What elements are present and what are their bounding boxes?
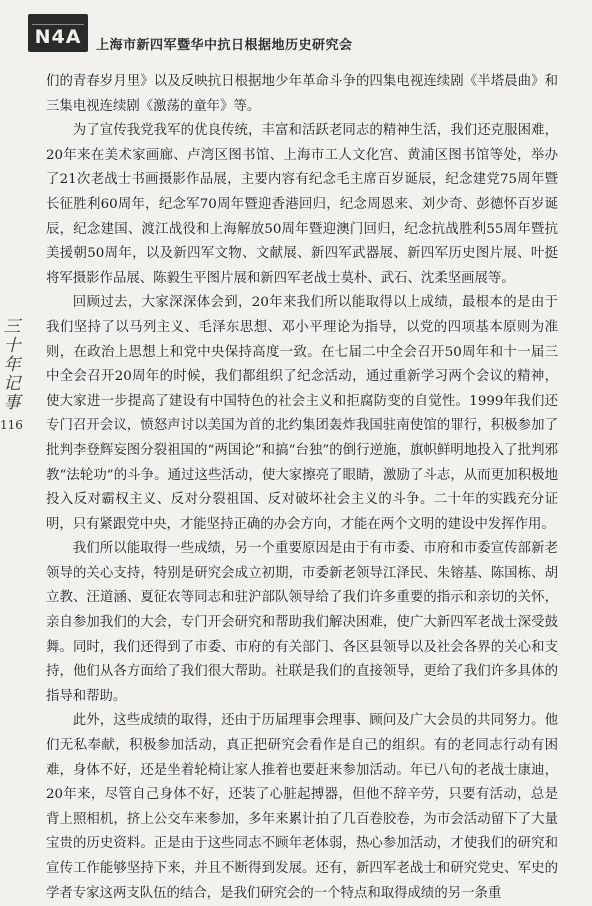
paragraph-5: 此外，这些成绩的取得，还由于历届理事会理事、顾问及广大会员的共同努力。他们无私奉献，积极参加活动，真正把研究会看作是自己的组织。有的老同志行动有困难，身体不好，还是坐着轮椅让家人推着也要赶来参加活动。年已八旬的老战士康迪，20年来，尽管自己身体不好，还装了心脏起搏器，但他不辞辛劳，只要有活动，总是背上照相机，挤上公交车来参加，多年来累计拍了几百卷胶卷，为市会活动留下了大量宝贵的历史资料。正是由于这些同志不顾年老体弱，热心参加活动，才使我们的研究和宣传工作能够坚持下来，并且不断得到发展。还有，新四军老战士和研究党史、军史的学者专家这两支队伍的结合，是我们研究会的一个特点和取得成绩的另一条重 xyxy=(46,713,558,901)
paragraph-3: 回顾过去，大家深深体会到，20年来我们所以能取得以上成绩，最根本的是由于我们坚持了以马列主义、毛泽东思想、邓小平理论为指导，以党的四项基本原则为准则，在政治上思想上和党中央保持高度一致。在七届二中全会召开50周年和十一届三中全会召开20周年的时候，我们都组织了纪念活动，通过重新学习两个会议的精神，使大家进一步提高了建设有中国特色的社会主义和拒腐防变的自觉性。1999年我们还专门召开会议，愤怒声讨以美国为首的北约集团轰炸我国驻南使馆的罪行，积极参加了批判李登辉妄图分裂祖国的“两国论”和搞“台独”的倒行逆施，旗帜鲜明地投入了批判邪教“法轮功”的斗争。通过这些活动，使大家擦亮了眼睛，激励了斗志，从而更加积极地投入反对霸权主义、反对分裂祖国、反对破坏社会主义的斗争。二十年的实践充分证明，只有紧跟党中央，才能坚持正确的办会方向，才能在两个文明的建设中发挥作用。 xyxy=(46,295,558,532)
logo-text: N4A xyxy=(34,26,82,48)
body-text xyxy=(46,70,558,906)
page-number: 116 xyxy=(0,418,23,432)
paragraph-2: 为了宣传我党我军的优良传统，丰富和活跃老同志的精神生活，我们还克服困难，20年来在美术家画廊、卢湾区图书馆、上海市工人文化宫、黄浦区图书馆等处，举办了21次老战士书画摄影作品展，主要内容有纪念毛主席百岁诞辰，纪念建党75周年暨长征胜利60周年，纪念军70周年暨迎香港回归，纪念周恩来、刘少奇、彭德怀百岁诞辰，纪念建国、渡江战役和上海解放50周年暨迎澳门回归，纪念抗战胜利55周年暨抗美援朝50周年，以及新四军文物、文献展、新四军武器展、新四军历史图片展、叶挺将军摄影作品展、陈毅生平图片展和新四军老战士莫朴、武石、沈柔坚画展等。 xyxy=(46,123,558,286)
page-header xyxy=(28,14,568,54)
n4a-logo xyxy=(28,14,88,52)
organization-name: 上海市新四军暨华中抗日根据地历史研究会 xyxy=(96,38,353,53)
paragraph-1: 们的青春岁月里》以及反映抗日根据地少年革命斗争的四集电视连续剧《半塔晨曲》和三集电视连续剧《激荡的童年》等。 xyxy=(46,74,558,114)
paragraph-4: 我们所以能取得一些成绩，另一个重要原因是由于有市委、市府和市委宣传部新老领导的关心支持，特别是研究会成立初期，市委新老领导江泽民、朱镕基、陈国栋、胡立教、汪道涵、夏征农等同志和驻沪部队领导给了我们许多重要的指示和亲切的关怀，亲自参加我们的大会，专门开会研究和帮助我们解决困难，使广大新四军老战士深受鼓舞。同时，我们还得到了市委、市府的有关部门、各区县领导以及社会各界的关心和支持，他们从各方面给了我们很大帮助。社联是我们的直接领导，更给了我们许多具体的指导和帮助。 xyxy=(46,541,558,704)
side-margin-mark: 三十年记事 xyxy=(3,317,21,413)
